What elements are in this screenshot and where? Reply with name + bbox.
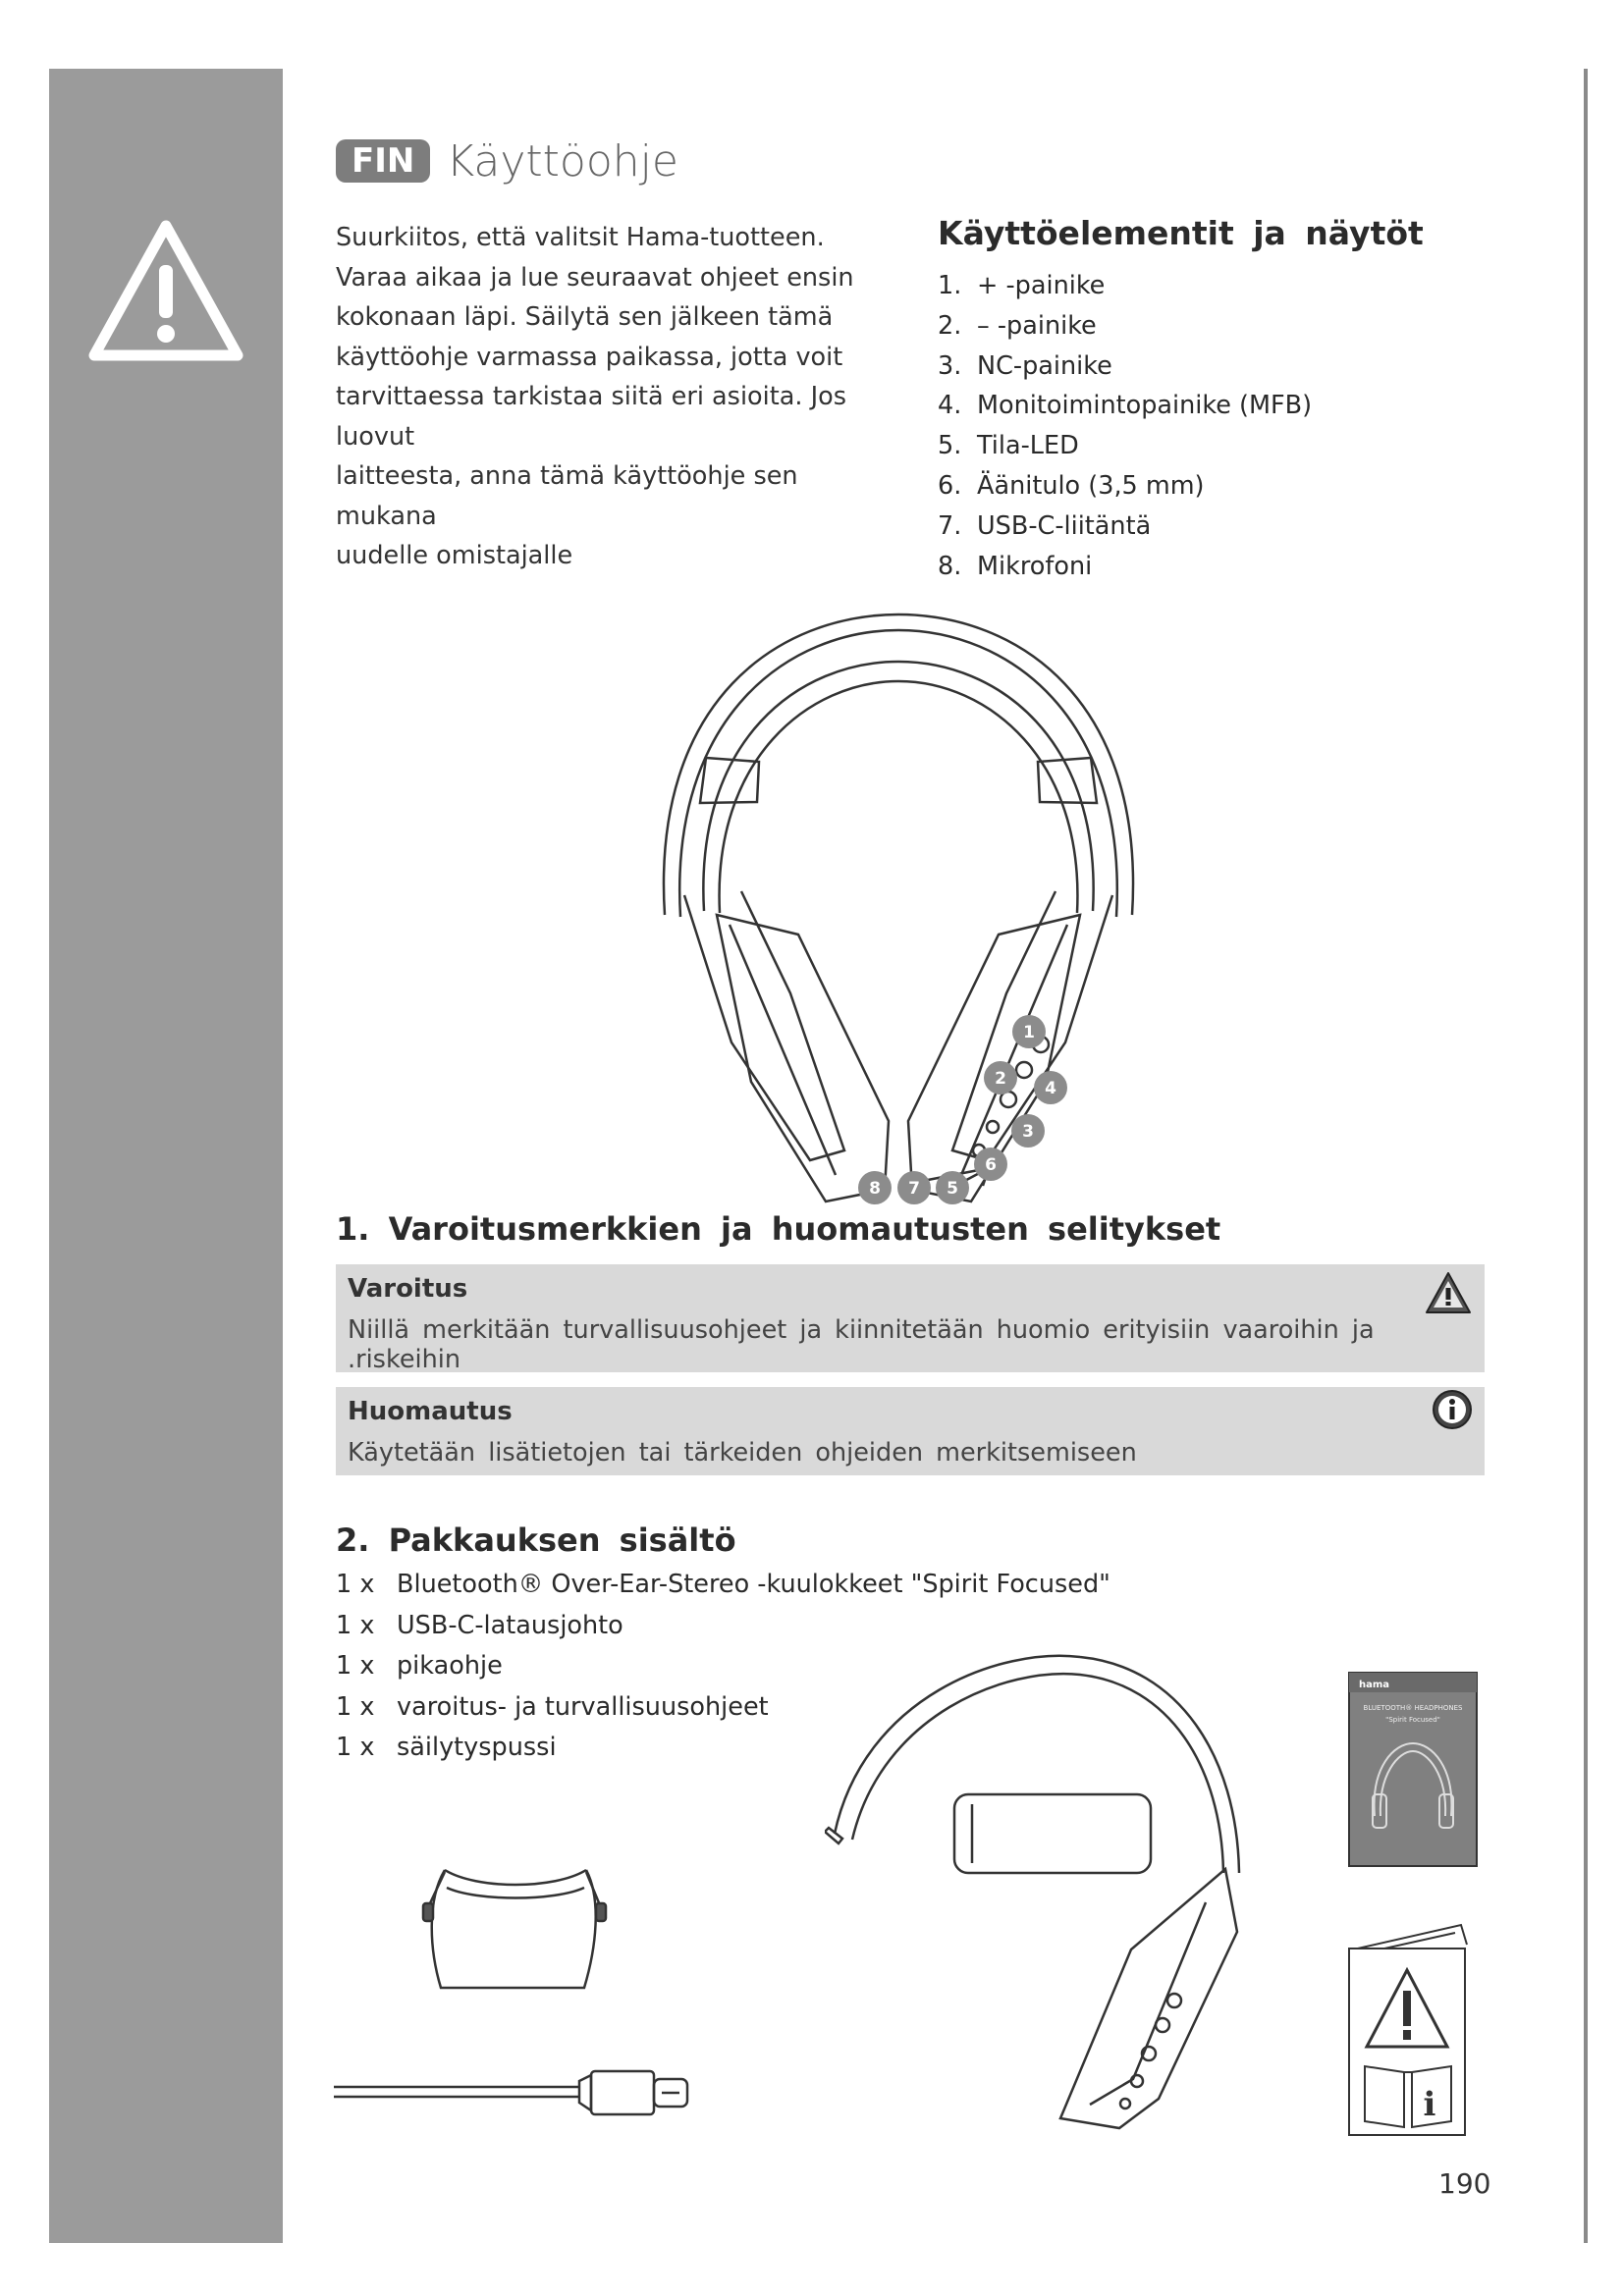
controls-heading: Käyttöelementit ja näytöt xyxy=(938,214,1424,252)
intro-line: kokonaan läpi. Säilytä sen jälkeen tämä xyxy=(336,302,834,332)
list-item xyxy=(938,266,1312,306)
item-label: Monitoimintopainike (MFB) xyxy=(977,391,1313,421)
intro-line: laitteesta, anna tämä käyttöohje sen mukana xyxy=(336,461,798,531)
callout-label: 8 xyxy=(869,1179,881,1199)
list-item xyxy=(938,426,1312,466)
list-item xyxy=(938,347,1312,387)
intro-line: Suurkiitos, että valitsit Hama-tuotteen. xyxy=(336,223,825,252)
warning-text: Niillä merkitään turvallisuusohjeet ja kiinnitetään huomio erityisiin vaaroihin ja .riskeihin xyxy=(348,1315,1375,1374)
note-title: Huomautus xyxy=(348,1397,513,1426)
section-1-heading: 1. Varoitusmerkkien ja huomautusten selitykset xyxy=(336,1210,1221,1248)
list-item xyxy=(938,466,1312,507)
booklet-brand: hama xyxy=(1359,1680,1390,1690)
item-label: – -painike xyxy=(977,310,1097,341)
item-qty: 1 x xyxy=(336,1733,375,1762)
headphones-illustration xyxy=(643,601,1154,1209)
warning-title: Varoitus xyxy=(348,1274,468,1304)
item-label: Tila-LED xyxy=(977,431,1079,461)
item-label: Bluetooth® Over-Ear-Stereo -kuulokkeet "Spirit Focused" xyxy=(397,1570,1110,1599)
item-number: 1. xyxy=(938,271,962,300)
right-edge-rule xyxy=(1584,69,1588,2243)
item-number: 5. xyxy=(938,431,962,461)
item-number: 6. xyxy=(938,470,962,501)
callout-label: 7 xyxy=(908,1179,920,1199)
item-number: 7. xyxy=(938,510,962,541)
note-box xyxy=(336,1387,1485,1475)
item-qty: 1 x xyxy=(336,1610,375,1640)
info-icon xyxy=(1432,1389,1473,1430)
page-number: 190 xyxy=(1438,2167,1491,2200)
list-item xyxy=(938,386,1312,426)
folded-headphones-illustration xyxy=(825,1637,1276,2148)
warning-icon xyxy=(1424,1270,1473,1315)
list-item xyxy=(336,1565,1110,1606)
note-text: Käytetään lisätietojen tai tärkeiden ohjeiden merkitsemiseen xyxy=(348,1438,1137,1468)
callout-label: 5 xyxy=(947,1179,958,1199)
item-label: pikaohje xyxy=(397,1651,503,1681)
item-number: 8. xyxy=(938,551,962,581)
item-label: säilytyspussi xyxy=(397,1733,557,1762)
item-label: Äänitulo (3,5 mm) xyxy=(977,470,1205,501)
item-qty: 1 x xyxy=(336,1691,375,1722)
quick-guide-booklet xyxy=(1345,1669,1483,1870)
list-item xyxy=(938,306,1312,347)
warning-box xyxy=(336,1264,1485,1372)
intro-paragraph xyxy=(336,218,886,576)
usb-c-cable-illustration xyxy=(334,2063,697,2122)
callout-label: 3 xyxy=(1022,1122,1034,1142)
page-title: Käyttöohje xyxy=(446,135,678,187)
callout-label: 6 xyxy=(985,1155,997,1175)
item-label: USB-C-liitäntä xyxy=(977,510,1152,541)
booklet-title: BLUETOOTH® HEADPHONES xyxy=(1363,1704,1463,1712)
callout-label: 4 xyxy=(1045,1079,1056,1098)
item-label: NC-painike xyxy=(977,350,1112,381)
item-label: + -painike xyxy=(977,271,1106,300)
section-2-heading: 2. Pakkauksen sisältö xyxy=(336,1522,736,1559)
item-label: varoitus- ja turvallisuusohjeet xyxy=(397,1691,769,1722)
item-qty: 1 x xyxy=(336,1651,375,1681)
callout-label: 2 xyxy=(995,1069,1006,1089)
intro-line: käyttöohje varmassa paikassa, jotta voit xyxy=(336,342,843,372)
intro-line: uudelle omistajalle xyxy=(336,541,573,570)
controls-list xyxy=(938,266,1312,586)
callout-markers xyxy=(858,1015,1067,1204)
sidebar-band xyxy=(49,69,283,2243)
booklet-subtitle: "Spirit Focused" xyxy=(1385,1716,1440,1724)
page-header xyxy=(336,133,678,188)
safety-leaflet xyxy=(1345,1919,1473,2140)
item-number: 3. xyxy=(938,350,962,381)
item-label: Mikrofoni xyxy=(977,551,1093,581)
svg-text:i: i xyxy=(1423,2085,1436,2124)
item-number: 2. xyxy=(938,310,962,341)
item-label: USB-C-latausjohto xyxy=(397,1610,623,1640)
list-item xyxy=(938,507,1312,547)
item-qty: 1 x xyxy=(336,1570,375,1599)
intro-line: Varaa aikaa ja lue seuraavat ohjeet ensin xyxy=(336,262,854,293)
warning-triangle-icon xyxy=(86,218,245,363)
storage-pouch-illustration xyxy=(417,1860,614,1998)
language-badge: FIN xyxy=(336,139,430,183)
list-item xyxy=(938,547,1312,587)
callout-label: 1 xyxy=(1023,1023,1035,1042)
item-number: 4. xyxy=(938,391,962,421)
intro-line: tarvittaessa tarkistaa siitä eri asioita. Jos luovut xyxy=(336,382,846,452)
